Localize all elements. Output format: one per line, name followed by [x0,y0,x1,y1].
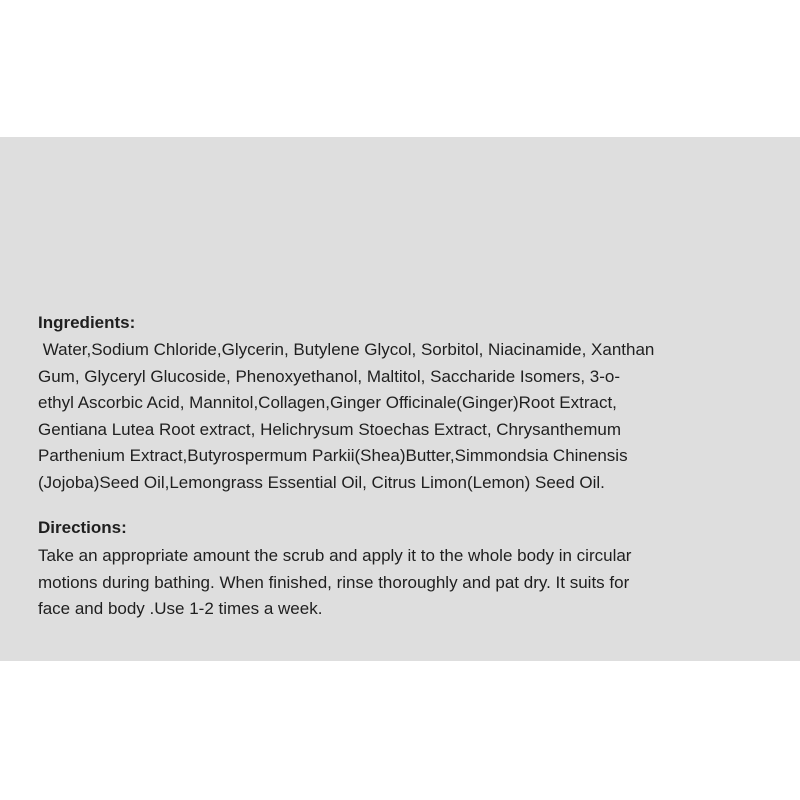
ingredients-line: Gentiana Lutea Root extract, Helichrysum Stoechas Extract, Chrysanthemum [38,419,621,439]
ingredients-line: (Jojoba)Seed Oil,Lemongrass Essential Oil, Citrus Limon(Lemon) Seed Oil. [38,472,605,492]
ingredients-text [38,337,788,496]
directions-heading: Directions: [38,518,127,537]
directions-line: motions during bathing. When finished, rinse thoroughly and pat dry. It suits for [38,572,630,592]
ingredients-line: Gum, Glyceryl Glucoside, Phenoxyethanol, Maltitol, Saccharide Isomers, 3-o- [38,366,621,386]
ingredients-heading: Ingredients: [38,313,136,332]
directions-text [38,543,788,623]
directions-line: Take an appropriate amount the scrub and apply it to the whole body in circular [38,546,632,565]
ingredients-line: Parthenium Extract,Butyrospermum Parkii(Shea)Butter,Simmondsia Chinensis [38,446,628,465]
ingredients-line: ethyl Ascorbic Acid, Mannitol,Collagen,Ginger Officinale(Ginger)Root Extract, [38,393,617,412]
directions-line: face and body .Use 1-2 times a week. [38,599,323,618]
product-info-content [38,312,788,623]
ingredients-line: Water,Sodium Chloride,Glycerin, Butylene Glycol, Sorbitol, Niacinamide, Xanthan [38,340,655,359]
